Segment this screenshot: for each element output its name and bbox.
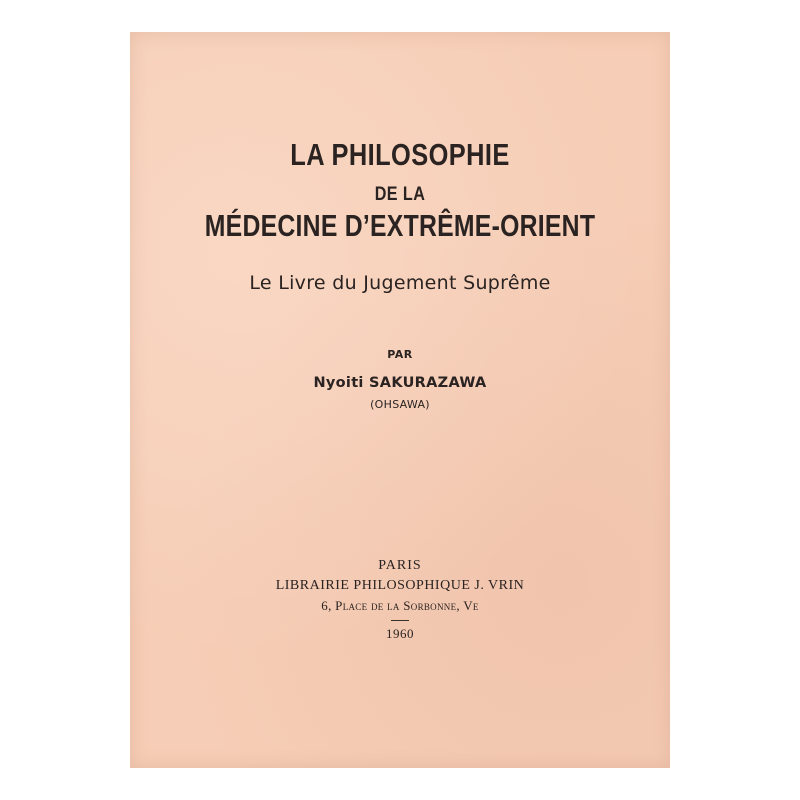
title-line-3: MÉDECINE D’EXTRÊME-ORIENT — [204, 208, 596, 243]
by-label: PAR — [387, 348, 413, 361]
author-name: Nyoiti SAKURAZAWA — [313, 375, 487, 391]
author-pseudonym: (OHSAWA) — [370, 398, 430, 411]
publication-year: 1960 — [386, 626, 414, 641]
publisher-name: LIBRAIRIE PHILOSOPHIQUE J. VRIN — [275, 578, 525, 593]
divider-rule — [391, 620, 409, 621]
book-cover — [130, 32, 670, 768]
subtitle: Le Livre du Jugement Suprême — [249, 272, 551, 294]
title-line-2: DE LA — [374, 184, 426, 205]
title-line-1: LA PHILOSOPHIE — [290, 137, 510, 172]
publisher-address: 6, Place de la Sorbonne, Ve — [321, 598, 479, 613]
publication-city: PARIS — [378, 558, 422, 573]
